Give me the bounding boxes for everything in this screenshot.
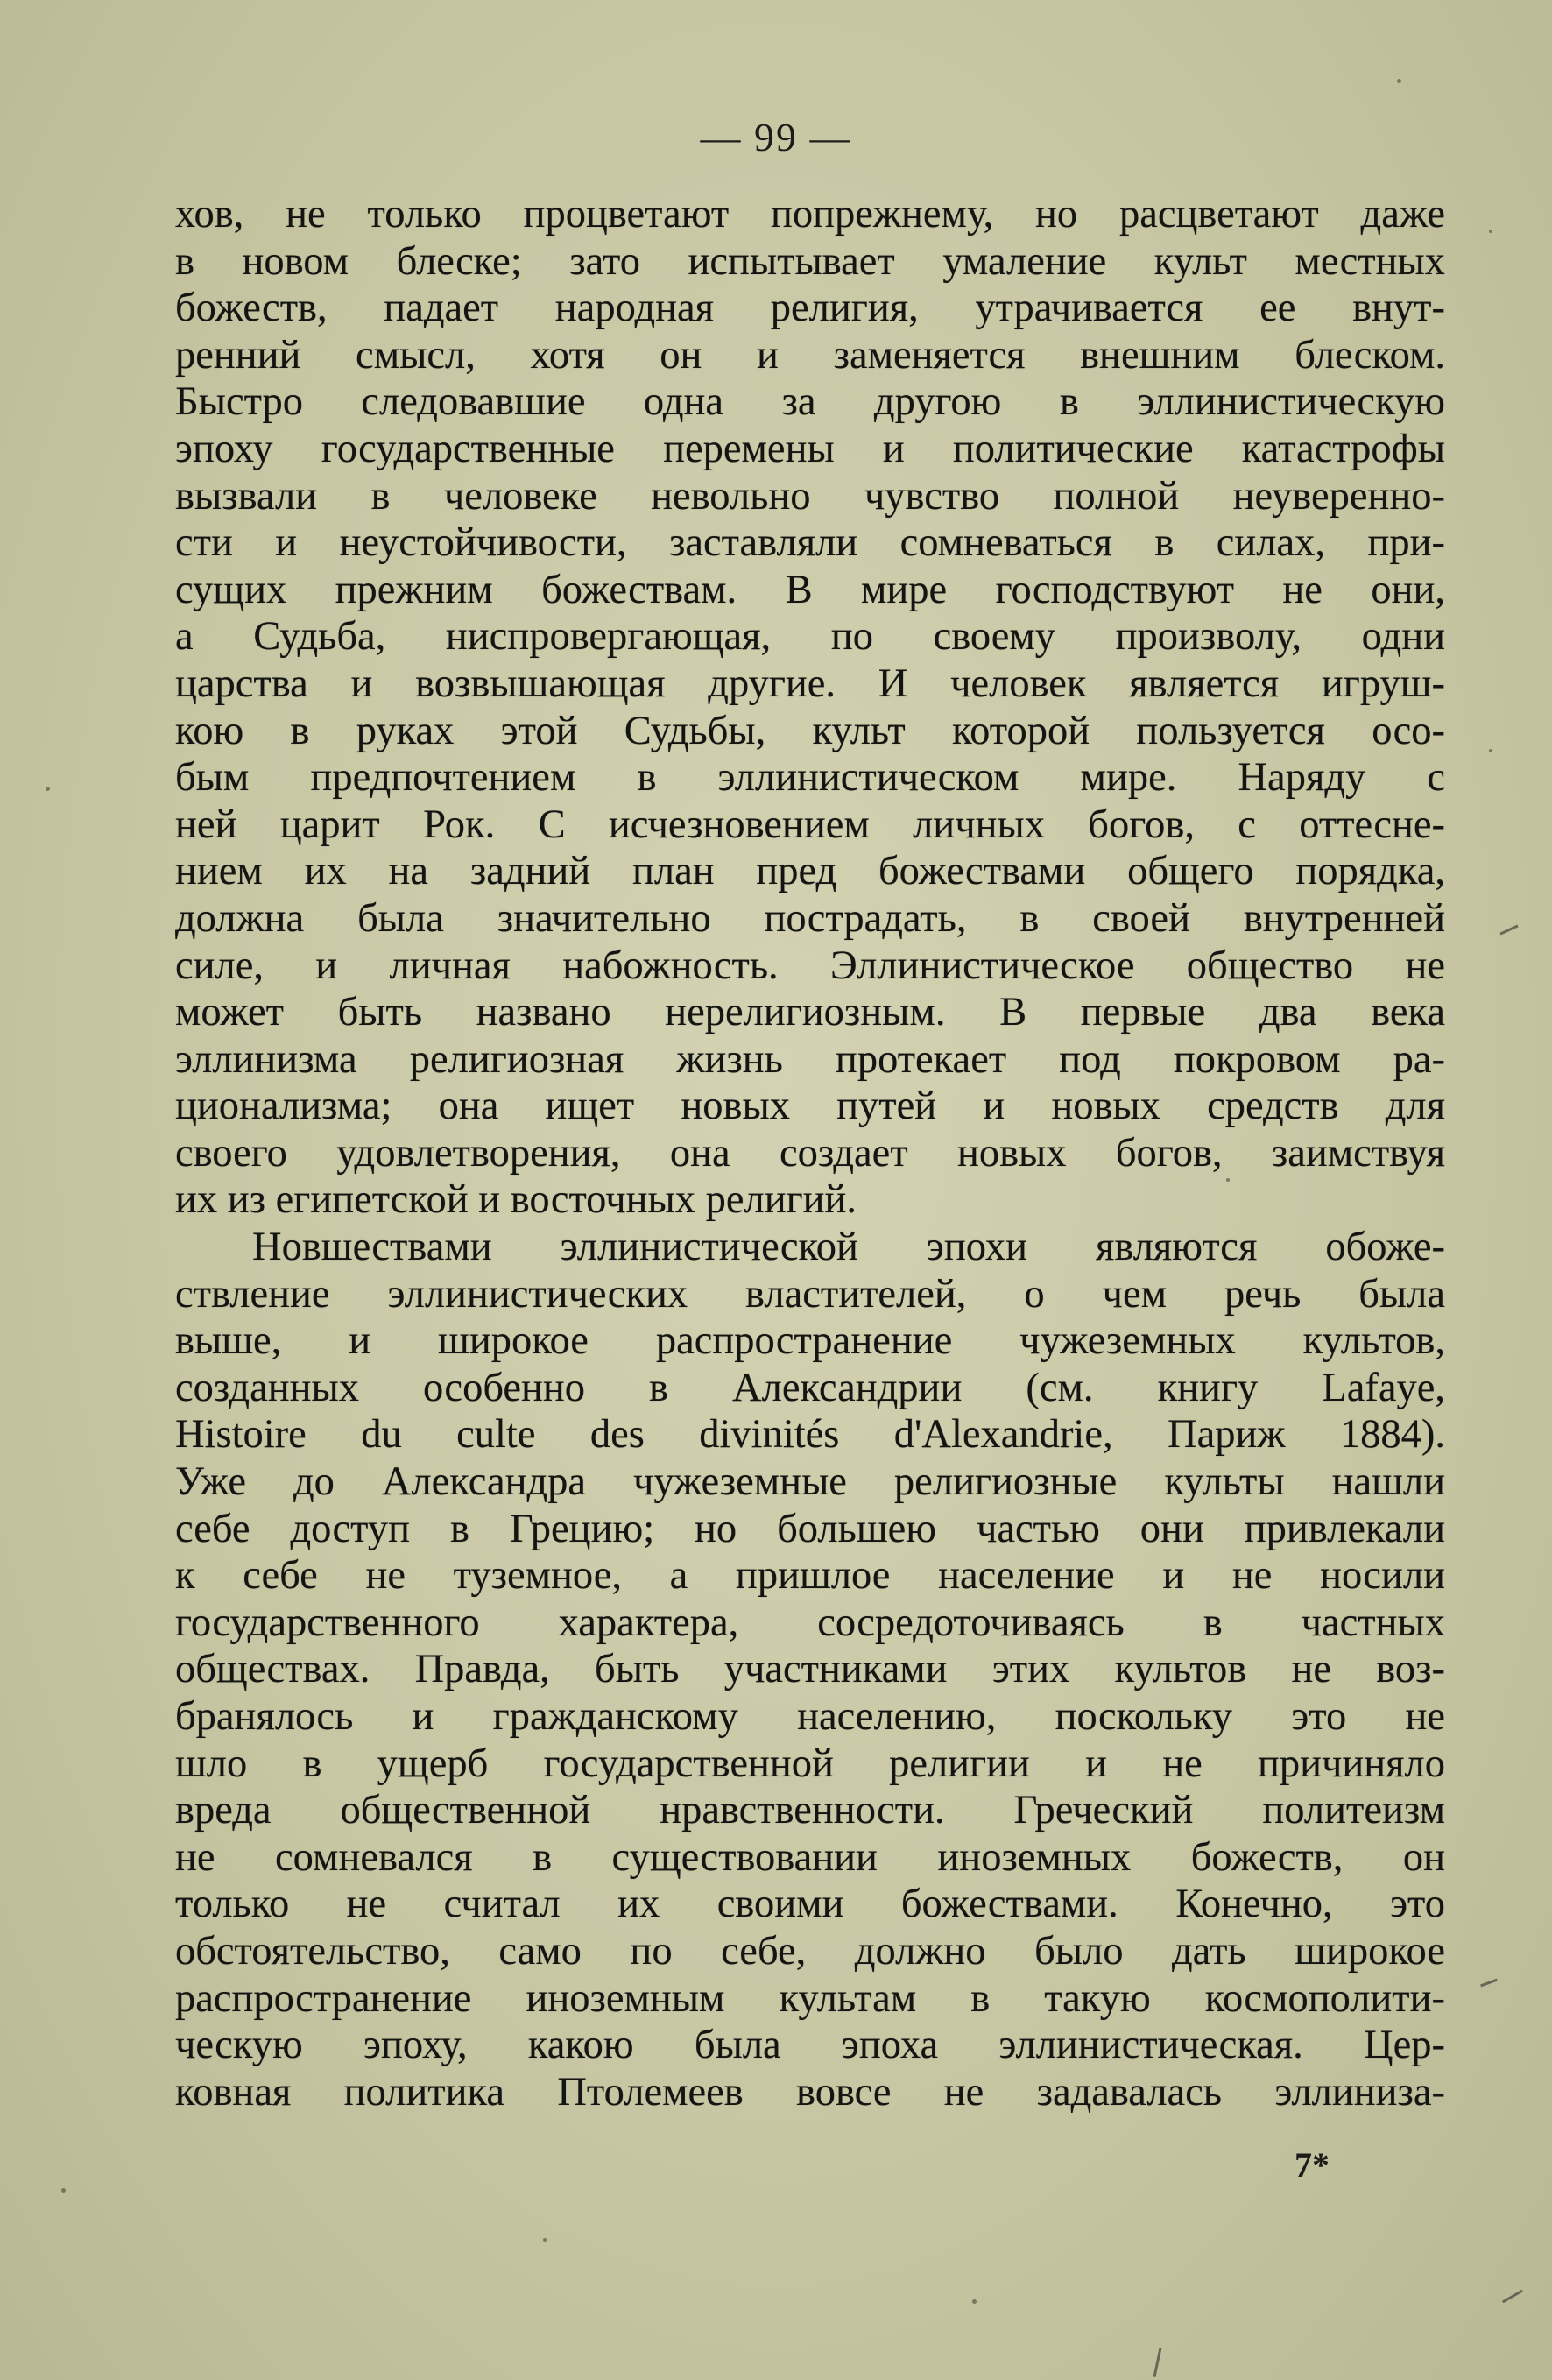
text-line: ческую эпоху, какою была эпоха эллинистическая. Цер- xyxy=(175,2023,1445,2068)
scan-speck xyxy=(1489,230,1492,233)
text-line: вреда общественной нравственности. Греческий политеизм xyxy=(175,1788,1445,1833)
text-line: нием их на задний план пред божествами общего порядка, xyxy=(175,849,1445,894)
text-line: только не считал их своими божествами. Конечно, это xyxy=(175,1882,1445,1927)
text-line: хов, не только процветают попрежнему, но расцветают даже xyxy=(175,192,1445,237)
scan-speck xyxy=(1397,79,1401,83)
text-line: шло в ущерб государственной религии и не причиняло xyxy=(175,1741,1445,1786)
text-line: себе доступ в Грецию; но большею частью они привлекали xyxy=(175,1506,1445,1551)
text-line: эпоху государственные перемены и политические катастрофы xyxy=(175,426,1445,471)
text-line: Уже до Александра чужеземные религиозные культы нашли xyxy=(175,1459,1445,1505)
text-line: вызвали в человеке невольно чувство полной неуверенно- xyxy=(175,473,1445,519)
text-line: сущих прежним божествам. В мире господствуют не они, xyxy=(175,567,1445,612)
signature-mark: 7* xyxy=(1295,2145,1330,2185)
text-line: божеств, падает народная религия, утрачивается ее внут- xyxy=(175,286,1445,331)
text-line: Histoire du culte des divinités d'Alexandrie, Париж 1884). xyxy=(175,1412,1445,1458)
text-line: царства и возвышающая другие. И человек является игруш- xyxy=(175,660,1445,706)
text-line: обществах. Правда, быть участниками этих культов не воз- xyxy=(175,1647,1445,1692)
text-line: к себе не туземное, а пришлое население и не носили xyxy=(175,1553,1445,1599)
scan-speck xyxy=(1226,1178,1230,1182)
text-line: Новшествами эллинистической эпохи являются обоже- xyxy=(252,1225,1445,1270)
text-line: ковная политика Птолемеев вовсе не задавалась эллиниза- xyxy=(175,2069,1445,2115)
body-text xyxy=(175,191,1445,2115)
scan-speck xyxy=(1489,749,1492,752)
text-line: а Судьба, ниспровергающая, по своему произволу, одни xyxy=(175,614,1445,660)
scan-mark xyxy=(1499,924,1518,935)
text-line: ствление эллинистических властителей, о чем речь была xyxy=(175,1271,1445,1317)
text-line: созданных особенно в Александрии (см. книгу Lafaye, xyxy=(175,1365,1445,1410)
text-line: ней царит Рок. С исчезновением личных богов, с оттесне- xyxy=(175,802,1445,847)
text-line: обстоятельство, само по себе, должно было дать широкое xyxy=(175,1928,1445,1974)
text-line: в новом блеске; зато испытывает умаление культ местных xyxy=(175,238,1445,284)
text-line: бым предпочтением в эллинистическом мире. Наряду с xyxy=(175,755,1445,801)
scan-mark xyxy=(1502,2290,1523,2304)
text-line: не сомневался в существовании иноземных божеств, он xyxy=(175,1834,1445,1880)
page-number: — 99 — xyxy=(700,115,852,159)
scan-mark xyxy=(1480,1979,1498,1988)
text-line: может быть названо нерелигиозным. В первые два века xyxy=(175,990,1445,1035)
scan-speck xyxy=(543,2238,547,2242)
text-line: кою в руках этой Судьбы, культ которой пользуется осо- xyxy=(175,708,1445,753)
text-line: государственного характера, сосредоточиваясь в частных xyxy=(175,1600,1445,1645)
text-line: бранялось и гражданскому населению, поскольку это не xyxy=(175,1694,1445,1739)
scan-speck xyxy=(46,787,50,791)
text-line: ционализма; она ищет новых путей и новых средств для xyxy=(175,1084,1445,1129)
text-line: сти и неустойчивости, заставляли сомневаться в силах, при- xyxy=(175,520,1445,566)
text-line: выше, и широкое распространение чужеземных культов, xyxy=(175,1318,1445,1364)
scan-mark xyxy=(1153,2348,1161,2377)
text-line: Быстро следовавшие одна за другою в эллинистическую xyxy=(175,379,1445,425)
text-line: ренний смысл, хотя он и заменяется внешним блеском. xyxy=(175,332,1445,378)
scan-speck xyxy=(972,2299,977,2304)
text-line: распространение иноземным культам в такую космополити- xyxy=(175,1975,1445,2021)
text-line: их из египетской и восточных религий. xyxy=(175,1177,857,1223)
text-line: своего удовлетворения, она создает новых богов, заимствуя xyxy=(175,1130,1445,1176)
scan-speck xyxy=(61,2188,66,2193)
text-line: должна была значительно пострадать, в своей внутренней xyxy=(175,895,1445,941)
text-line: эллинизма религиозная жизнь протекает под покровом ра- xyxy=(175,1036,1445,1082)
text-line: силе, и личная набожность. Эллинистическое общество не xyxy=(175,943,1445,988)
